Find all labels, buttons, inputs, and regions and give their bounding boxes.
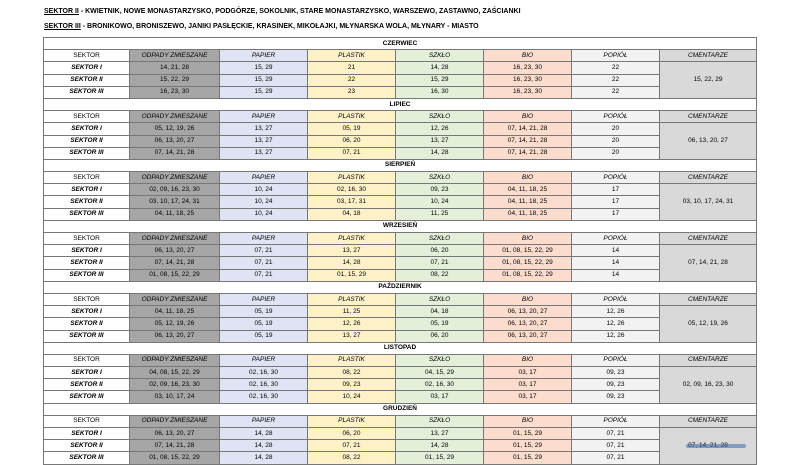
- cell-mixed-waste: 14, 21, 28: [130, 62, 220, 74]
- sector-notes: [44, 5, 521, 34]
- cell-bio: 16, 23, 30: [484, 86, 572, 98]
- cell-glass: 03, 17: [396, 391, 484, 403]
- sector-3-note: [44, 20, 521, 35]
- cell-plastic: 10, 24: [308, 391, 396, 403]
- cell-sector: SEKTOR III: [44, 330, 130, 342]
- cell-paper: 14, 28: [220, 428, 308, 440]
- cell-plastic: 23: [308, 86, 396, 98]
- cell-ash: 07, 21: [572, 440, 660, 452]
- cell-sector: SEKTOR III: [44, 86, 130, 98]
- cell-plastic: 13, 27: [308, 245, 396, 257]
- cell-glass: 04, 15, 29: [396, 367, 484, 379]
- cell-glass: 10, 24: [396, 196, 484, 208]
- header-glass: SZKŁO: [396, 111, 484, 123]
- cell-glass: 06, 20: [396, 245, 484, 257]
- header-cemetery: CMENTARZE: [660, 172, 757, 184]
- cell-sector: SEKTOR I: [44, 428, 130, 440]
- header-plastic: PLASTIK: [308, 415, 396, 427]
- header-paper: PAPIER: [220, 415, 308, 427]
- header-ash: POPIÓŁ: [572, 50, 660, 62]
- cell-mixed-waste: 07, 14, 21, 28: [130, 147, 220, 159]
- column-header-row: [44, 293, 757, 305]
- cell-plastic: 08, 22: [308, 367, 396, 379]
- cell-paper: 02, 16, 30: [220, 391, 308, 403]
- header-sector: SEKTOR: [44, 233, 130, 245]
- schedule-body: [44, 38, 757, 465]
- cell-glass: 02, 16, 30: [396, 379, 484, 391]
- cell-sector: SEKTOR II: [44, 74, 130, 86]
- cell-plastic: 02, 16, 30: [308, 184, 396, 196]
- header-paper: PAPIER: [220, 354, 308, 366]
- column-header-row: [44, 111, 757, 123]
- cell-cemetery: 03, 10, 17, 24, 31: [660, 184, 757, 221]
- header-glass: SZKŁO: [396, 415, 484, 427]
- header-bio: BIO: [484, 415, 572, 427]
- sector-2-localities: - KWIETNIK, NOWE MONASTARZYSKO, PODGÓRZE, SOKOLNIK, STARE MONASTARZYSKO, WARSZEWO, ZASTAWNO, ZAŚCIANKI: [78, 8, 521, 15]
- cell-ash: 22: [572, 62, 660, 74]
- cell-bio: 06, 13, 20, 27: [484, 318, 572, 330]
- header-paper: PAPIER: [220, 293, 308, 305]
- cell-mixed-waste: 07, 14, 21, 28: [130, 257, 220, 269]
- table-row: [44, 245, 757, 257]
- cell-bio: 01, 15, 29: [484, 428, 572, 440]
- cell-sector: SEKTOR III: [44, 147, 130, 159]
- header-sector: SEKTOR: [44, 415, 130, 427]
- header-bio: BIO: [484, 111, 572, 123]
- month-title: LIPIEC: [44, 98, 757, 110]
- column-header-row: [44, 354, 757, 366]
- cell-ash: 14: [572, 245, 660, 257]
- header-cemetery: CMENTARZE: [660, 233, 757, 245]
- cell-ash: 07, 21: [572, 452, 660, 464]
- cell-ash: 22: [572, 74, 660, 86]
- cell-glass: 14, 28: [396, 440, 484, 452]
- header-ash: POPIÓŁ: [572, 293, 660, 305]
- month-row: [44, 159, 757, 171]
- cell-ash: 17: [572, 184, 660, 196]
- cell-glass: 07, 21: [396, 257, 484, 269]
- cell-glass: 04, 18: [396, 306, 484, 318]
- cell-glass: 13, 27: [396, 428, 484, 440]
- cell-ash: 12, 26: [572, 306, 660, 318]
- column-header-row: [44, 233, 757, 245]
- cell-plastic: 13, 27: [308, 330, 396, 342]
- header-ash: POPIÓŁ: [572, 111, 660, 123]
- sector-2-note: [44, 5, 521, 20]
- table-row: [44, 452, 757, 464]
- header-glass: SZKŁO: [396, 172, 484, 184]
- header-sector: SEKTOR: [44, 172, 130, 184]
- header-mixed-waste: ODPADY ZMIESZANE: [130, 50, 220, 62]
- month-row: [44, 403, 757, 415]
- cell-paper: 05, 19: [220, 330, 308, 342]
- collection-schedule-table: [43, 37, 757, 465]
- table-row: [44, 440, 757, 452]
- cell-ash: 20: [572, 147, 660, 159]
- cell-bio: 03, 17: [484, 379, 572, 391]
- cell-sector: SEKTOR III: [44, 269, 130, 281]
- cell-mixed-waste: 15, 22, 29: [130, 74, 220, 86]
- month-row: [44, 98, 757, 110]
- cell-sector: SEKTOR II: [44, 257, 130, 269]
- table-row: [44, 208, 757, 220]
- cell-plastic: 08, 22: [308, 452, 396, 464]
- table-row: [44, 318, 757, 330]
- header-bio: BIO: [484, 354, 572, 366]
- cell-plastic: 12, 26: [308, 318, 396, 330]
- cell-sector: SEKTOR II: [44, 196, 130, 208]
- header-bio: BIO: [484, 293, 572, 305]
- cell-sector: SEKTOR I: [44, 306, 130, 318]
- header-sector: SEKTOR: [44, 293, 130, 305]
- cell-cemetery: 07, 14, 21, 28: [660, 245, 757, 282]
- cell-paper: 05, 19: [220, 318, 308, 330]
- cell-bio: 06, 13, 20, 27: [484, 330, 572, 342]
- cell-paper: 10, 24: [220, 208, 308, 220]
- cell-bio: 01, 08, 15, 22, 29: [484, 269, 572, 281]
- cell-plastic: 01, 15, 29: [308, 269, 396, 281]
- cell-mixed-waste: 02, 09, 16, 23, 30: [130, 379, 220, 391]
- table-row: [44, 306, 757, 318]
- month-row: [44, 281, 757, 293]
- cell-ash: 14: [572, 257, 660, 269]
- header-sector: SEKTOR: [44, 111, 130, 123]
- cell-mixed-waste: 16, 23, 30: [130, 86, 220, 98]
- cell-ash: 17: [572, 208, 660, 220]
- header-mixed-waste: ODPADY ZMIESZANE: [130, 111, 220, 123]
- cell-plastic: 06, 20: [308, 428, 396, 440]
- cell-plastic: 03, 17, 31: [308, 196, 396, 208]
- table-row: [44, 62, 757, 74]
- column-header-row: [44, 172, 757, 184]
- cell-glass: 09, 23: [396, 184, 484, 196]
- cell-bio: 04, 11, 18, 25: [484, 208, 572, 220]
- header-cemetery: CMENTARZE: [660, 293, 757, 305]
- header-plastic: PLASTIK: [308, 172, 396, 184]
- header-mixed-waste: ODPADY ZMIESZANE: [130, 172, 220, 184]
- header-ash: POPIÓŁ: [572, 233, 660, 245]
- cell-plastic: 07, 21: [308, 440, 396, 452]
- table-row: [44, 196, 757, 208]
- month-row: [44, 220, 757, 232]
- table-row: [44, 428, 757, 440]
- header-cemetery: CMENTARZE: [660, 354, 757, 366]
- table-row: [44, 74, 757, 86]
- cell-paper: 02, 16, 30: [220, 379, 308, 391]
- cell-mixed-waste: 05, 12, 19, 26: [130, 123, 220, 135]
- header-bio: BIO: [484, 233, 572, 245]
- header-plastic: PLASTIK: [308, 111, 396, 123]
- cell-mixed-waste: 06, 13, 20, 27: [130, 245, 220, 257]
- cell-sector: SEKTOR II: [44, 379, 130, 391]
- header-cemetery: CMENTARZE: [660, 415, 757, 427]
- cell-paper: 07, 21: [220, 245, 308, 257]
- header-mixed-waste: ODPADY ZMIESZANE: [130, 233, 220, 245]
- cell-glass: 14, 28: [396, 62, 484, 74]
- cell-paper: 14, 28: [220, 440, 308, 452]
- cell-glass: 01, 15, 29: [396, 452, 484, 464]
- cell-mixed-waste: 03, 10, 17, 24: [130, 391, 220, 403]
- cell-mixed-waste: 01, 08, 15, 22, 29: [130, 452, 220, 464]
- header-mixed-waste: ODPADY ZMIESZANE: [130, 354, 220, 366]
- header-paper: PAPIER: [220, 111, 308, 123]
- cell-mixed-waste: 06, 13, 20, 27: [130, 135, 220, 147]
- table-row: [44, 147, 757, 159]
- cell-paper: 13, 27: [220, 123, 308, 135]
- cell-paper: 13, 27: [220, 147, 308, 159]
- month-title: CZERWIEC: [44, 38, 757, 50]
- cell-glass: 12, 26: [396, 123, 484, 135]
- cell-paper: 05, 19: [220, 306, 308, 318]
- table-row: [44, 184, 757, 196]
- header-cemetery: CMENTARZE: [660, 111, 757, 123]
- cell-plastic: 05, 19: [308, 123, 396, 135]
- cell-paper: 15, 29: [220, 74, 308, 86]
- cell-bio: 03, 17: [484, 367, 572, 379]
- cell-cemetery: 02, 09, 16, 23, 30: [660, 367, 757, 404]
- cell-ash: 12, 26: [572, 330, 660, 342]
- cell-sector: SEKTOR II: [44, 135, 130, 147]
- sector-3-label: SEKTOR III: [44, 22, 81, 30]
- cell-paper: 02, 16, 30: [220, 367, 308, 379]
- cell-ash: 20: [572, 135, 660, 147]
- header-paper: PAPIER: [220, 172, 308, 184]
- header-mixed-waste: ODPADY ZMIESZANE: [130, 415, 220, 427]
- table-row: [44, 123, 757, 135]
- cell-paper: 10, 24: [220, 184, 308, 196]
- header-bio: BIO: [484, 50, 572, 62]
- header-glass: SZKŁO: [396, 233, 484, 245]
- cell-plastic: 22: [308, 74, 396, 86]
- cell-bio: 01, 15, 29: [484, 452, 572, 464]
- cell-ash: 09, 23: [572, 367, 660, 379]
- cell-cemetery: 06, 13, 20, 27: [660, 123, 757, 160]
- header-paper: PAPIER: [220, 50, 308, 62]
- header-bio: BIO: [484, 172, 572, 184]
- cell-ash: 22: [572, 86, 660, 98]
- header-sector: SEKTOR: [44, 354, 130, 366]
- cell-ash: 12, 26: [572, 318, 660, 330]
- month-row: [44, 342, 757, 354]
- cell-glass: 14, 28: [396, 147, 484, 159]
- month-title: WRZESIEŃ: [44, 220, 757, 232]
- column-header-row: [44, 50, 757, 62]
- page-edge-mark: [686, 444, 746, 448]
- header-paper: PAPIER: [220, 233, 308, 245]
- cell-paper: 15, 29: [220, 86, 308, 98]
- cell-bio: 01, 08, 15, 22, 29: [484, 257, 572, 269]
- table-row: [44, 86, 757, 98]
- cell-sector: SEKTOR II: [44, 440, 130, 452]
- cell-paper: 07, 21: [220, 257, 308, 269]
- header-ash: POPIÓŁ: [572, 172, 660, 184]
- cell-bio: 07, 14, 21, 28: [484, 123, 572, 135]
- cell-glass: 16, 30: [396, 86, 484, 98]
- cell-ash: 17: [572, 196, 660, 208]
- header-plastic: PLASTIK: [308, 50, 396, 62]
- table-row: [44, 135, 757, 147]
- header-plastic: PLASTIK: [308, 293, 396, 305]
- month-row: [44, 38, 757, 50]
- cell-ash: 09, 23: [572, 391, 660, 403]
- cell-bio: 04, 11, 18, 25: [484, 196, 572, 208]
- cell-bio: 07, 14, 21, 28: [484, 135, 572, 147]
- table-row: [44, 379, 757, 391]
- cell-glass: 15, 29: [396, 74, 484, 86]
- cell-bio: 16, 23, 30: [484, 62, 572, 74]
- cell-mixed-waste: 02, 09, 16, 23, 30: [130, 184, 220, 196]
- cell-sector: SEKTOR I: [44, 123, 130, 135]
- header-glass: SZKŁO: [396, 293, 484, 305]
- cell-sector: SEKTOR I: [44, 62, 130, 74]
- cell-sector: SEKTOR III: [44, 208, 130, 220]
- cell-mixed-waste: 07, 14, 21, 28: [130, 440, 220, 452]
- cell-plastic: 11, 25: [308, 306, 396, 318]
- header-glass: SZKŁO: [396, 50, 484, 62]
- cell-ash: 09, 23: [572, 379, 660, 391]
- header-plastic: PLASTIK: [308, 233, 396, 245]
- cell-plastic: 04, 18: [308, 208, 396, 220]
- cell-ash: 20: [572, 123, 660, 135]
- sector-3-localities: - BRONIKOWO, BRONISZEWO, JANIKI PASŁĘCKIE, KRASINEK, MIKOŁAJKI, MŁYNARSKA WOLA, MŁYNARY - MIASTO: [80, 22, 479, 30]
- cell-plastic: 09, 23: [308, 379, 396, 391]
- header-mixed-waste: ODPADY ZMIESZANE: [130, 293, 220, 305]
- month-title: SIERPIEŃ: [44, 159, 757, 171]
- cell-plastic: 07, 21: [308, 147, 396, 159]
- cell-plastic: 06, 20: [308, 135, 396, 147]
- cell-mixed-waste: 06, 13, 20, 27: [130, 330, 220, 342]
- table-row: [44, 391, 757, 403]
- cell-bio: 04, 11, 18, 25: [484, 184, 572, 196]
- cell-sector: SEKTOR III: [44, 452, 130, 464]
- table-row: [44, 257, 757, 269]
- cell-mixed-waste: 06, 13, 20, 27: [130, 428, 220, 440]
- cell-glass: 05, 19: [396, 318, 484, 330]
- cell-glass: 06, 20: [396, 330, 484, 342]
- header-ash: POPIÓŁ: [572, 354, 660, 366]
- header-ash: POPIÓŁ: [572, 415, 660, 427]
- header-glass: SZKŁO: [396, 354, 484, 366]
- table-row: [44, 330, 757, 342]
- sector-2-label: SEKTOR II: [44, 8, 79, 15]
- cell-glass: 11, 25: [396, 208, 484, 220]
- cell-paper: 15, 29: [220, 62, 308, 74]
- cell-paper: 10, 24: [220, 196, 308, 208]
- cell-glass: 13, 27: [396, 135, 484, 147]
- cell-paper: 14, 28: [220, 452, 308, 464]
- month-title: LISTOPAD: [44, 342, 757, 354]
- cell-sector: SEKTOR I: [44, 367, 130, 379]
- header-plastic: PLASTIK: [308, 354, 396, 366]
- cell-bio: 06, 13, 20, 27: [484, 306, 572, 318]
- cell-paper: 13, 27: [220, 135, 308, 147]
- month-title: GRUDZIEŃ: [44, 403, 757, 415]
- month-title: PAŹDZIERNIK: [44, 281, 757, 293]
- cell-sector: SEKTOR I: [44, 245, 130, 257]
- cell-ash: 07, 21: [572, 428, 660, 440]
- cell-bio: 03, 17: [484, 391, 572, 403]
- cell-sector: SEKTOR II: [44, 318, 130, 330]
- cell-bio: 01, 15, 29: [484, 440, 572, 452]
- cell-bio: 07, 14, 21, 28: [484, 147, 572, 159]
- cell-mixed-waste: 01, 08, 15, 22, 29: [130, 269, 220, 281]
- table-row: [44, 269, 757, 281]
- cell-mixed-waste: 04, 11, 18, 25: [130, 208, 220, 220]
- cell-cemetery: 05, 12, 19, 26: [660, 306, 757, 343]
- cell-mixed-waste: 05, 12, 19, 26: [130, 318, 220, 330]
- cell-paper: 07, 21: [220, 269, 308, 281]
- cell-bio: 01, 08, 15, 22, 29: [484, 245, 572, 257]
- cell-glass: 08, 22: [396, 269, 484, 281]
- cell-mixed-waste: 03, 10, 17, 24, 31: [130, 196, 220, 208]
- header-cemetery: CMENTARZE: [660, 50, 757, 62]
- cell-bio: 16, 23, 30: [484, 74, 572, 86]
- column-header-row: [44, 415, 757, 427]
- cell-ash: 14: [572, 269, 660, 281]
- header-sector: SEKTOR: [44, 50, 130, 62]
- cell-plastic: 21: [308, 62, 396, 74]
- cell-mixed-waste: 04, 11, 18, 25: [130, 306, 220, 318]
- cell-plastic: 14, 28: [308, 257, 396, 269]
- cell-sector: SEKTOR III: [44, 391, 130, 403]
- cell-sector: SEKTOR I: [44, 184, 130, 196]
- cell-mixed-waste: 04, 08, 15, 22, 29: [130, 367, 220, 379]
- table-row: [44, 367, 757, 379]
- cell-cemetery: 15, 22, 29: [660, 62, 757, 99]
